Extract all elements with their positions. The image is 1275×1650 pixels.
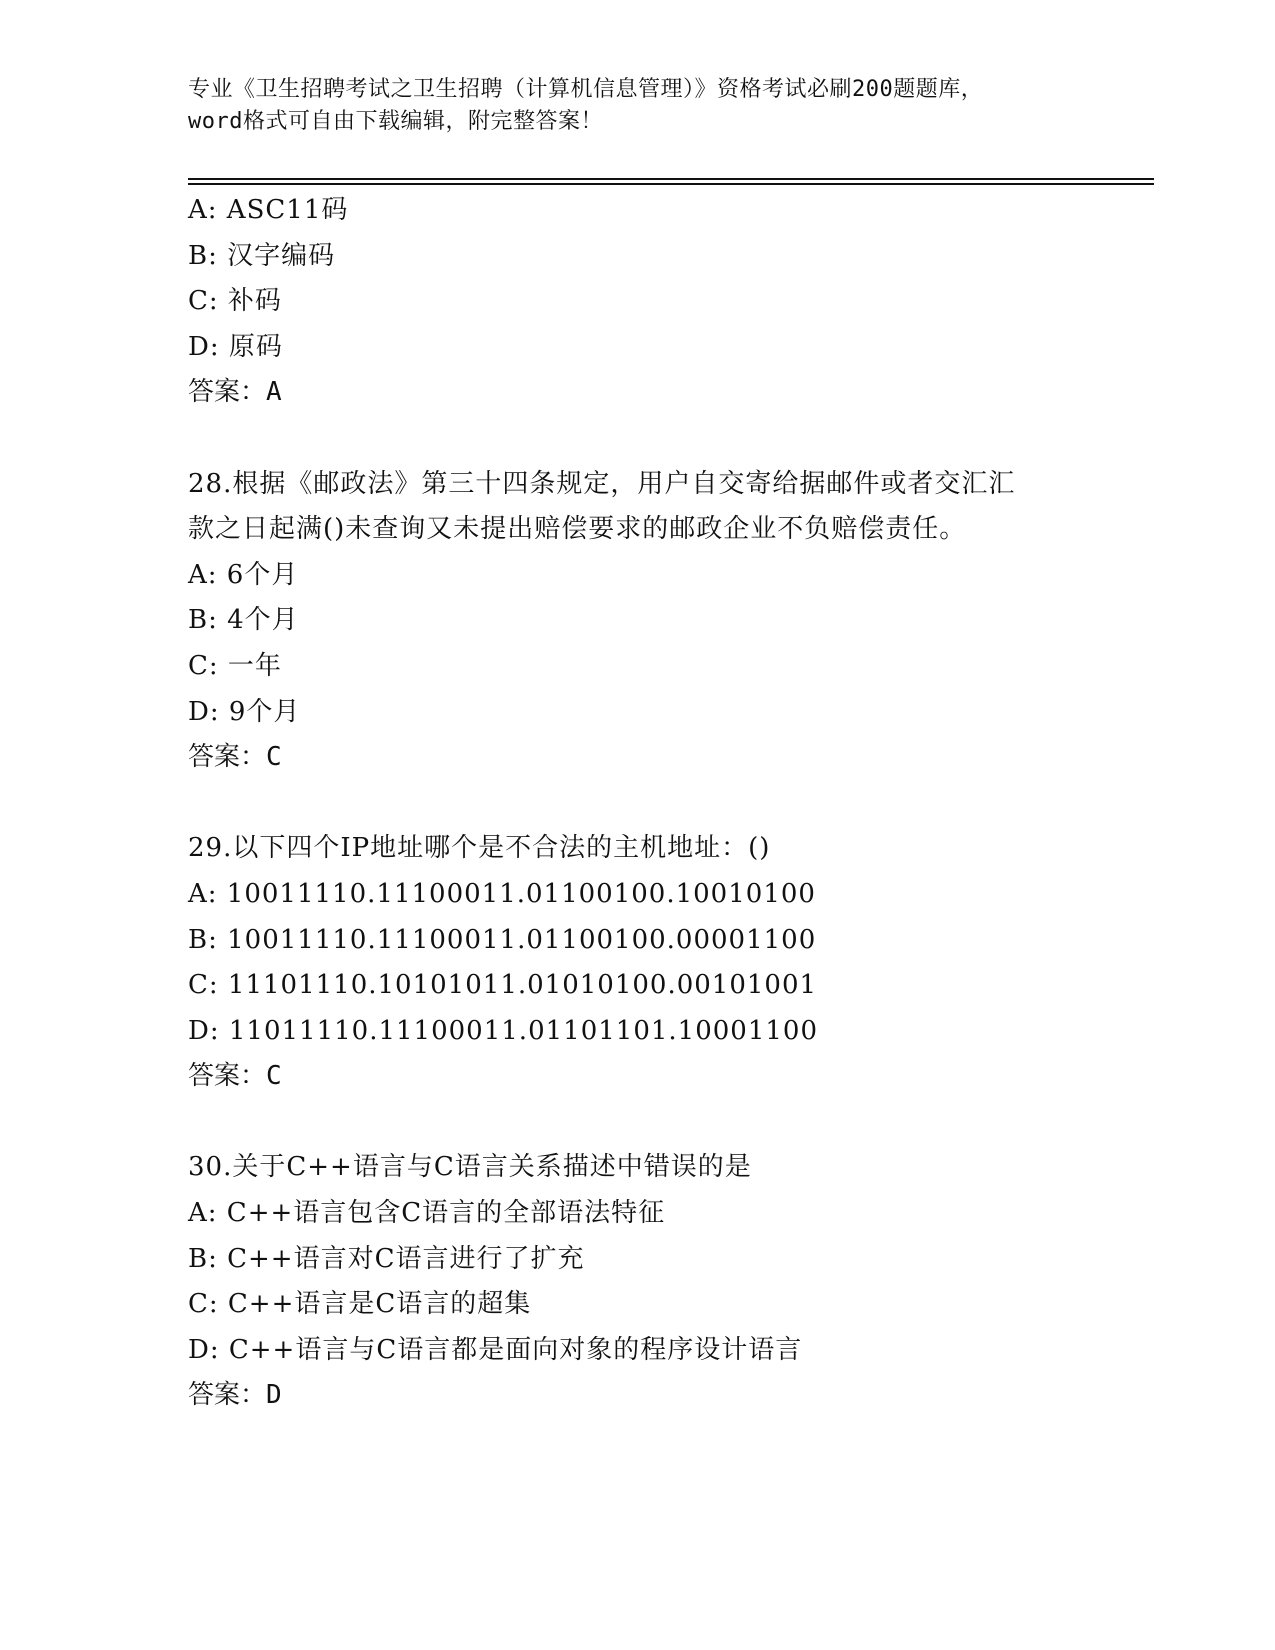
question-stem: 30.关于C++语言与C语言关系描述中错误的是	[188, 1152, 752, 1183]
option-a: A: ASC11码	[188, 195, 349, 225]
question-spacer	[188, 1100, 1154, 1146]
question-stem: 28.根据《邮政法》第三十四条规定，用户自交寄给据邮件或者交汇汇	[188, 468, 1016, 499]
header-divider-top	[188, 178, 1154, 180]
document-header	[188, 74, 1088, 138]
question-spacer	[188, 781, 1154, 827]
question-stem: 29.以下四个IP地址哪个是不合法的主机地址：()	[188, 833, 771, 864]
option-c: C: 11101110.10101011.01010100.00101001	[188, 970, 818, 1001]
option-b: B: 10011110.11100011.01100100.00001100	[188, 924, 817, 955]
option-c: C: C++语言是C语言的超集	[188, 1289, 532, 1320]
option-d: D: 11011110.11100011.01101101.10001100	[188, 1015, 819, 1046]
question-28	[188, 462, 1154, 781]
option-c: C: 一年	[188, 650, 282, 681]
option-b: B: C++语言对C语言进行了扩充	[188, 1243, 585, 1274]
option-b: B: 汉字编码	[188, 240, 336, 271]
option-c: C: 补码	[188, 286, 282, 317]
header-line-2: word格式可自由下载编辑，附完整答案！	[188, 109, 603, 134]
question-29	[188, 826, 1154, 1100]
question-list	[188, 188, 1154, 1419]
option-a: A: 6个月	[188, 559, 299, 590]
question-stem-continued: 款之日起满()未查询又未提出赔偿要求的邮政企业不负赔偿责任。	[188, 514, 967, 545]
option-b: B: 4个月	[188, 605, 299, 636]
answer-line: 答案：D	[188, 1380, 282, 1411]
option-a: A: 10011110.11100011.01100100.10010100	[188, 878, 816, 909]
answer-line: 答案：A	[188, 377, 282, 408]
option-d: D: C++语言与C语言都是面向对象的程序设计语言	[188, 1334, 803, 1365]
question-30	[188, 1145, 1154, 1419]
option-a: A: C++语言包含C语言的全部语法特征	[188, 1198, 666, 1229]
answer-line: 答案：C	[188, 742, 282, 773]
header-divider-bottom	[188, 183, 1154, 185]
option-d: D: 9个月	[188, 696, 301, 727]
header-line-1: 专业《卫生招聘考试之卫生招聘（计算机信息管理）》资格考试必刷200题题库，	[188, 77, 984, 102]
answer-line: 答案：C	[188, 1061, 282, 1092]
option-d: D: 原码	[188, 331, 283, 362]
question-spacer	[188, 416, 1154, 462]
question-27	[188, 188, 1154, 416]
